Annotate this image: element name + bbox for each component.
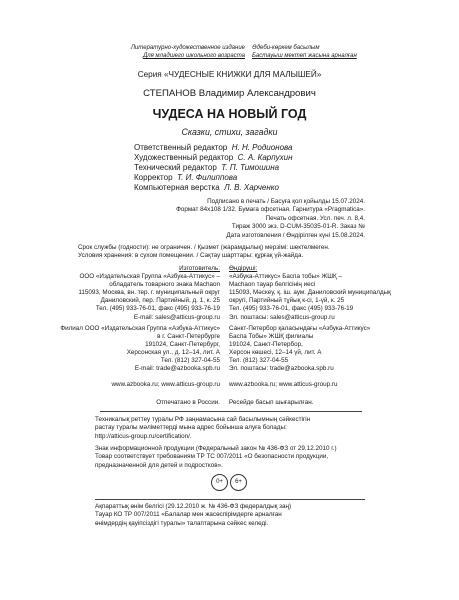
audience-kz: Бастауыш мектеп жасына арналған — [252, 53, 357, 59]
credit-row: Технический редактор Т. П. Тимошина — [134, 163, 280, 172]
printed-kz: Ресейде басып шығарылған. — [229, 399, 314, 406]
audience-ru: Для младшего школьного возраста — [143, 53, 245, 59]
tech-regulation: Техникалық реттеу туралы РФ заңнамасына сай басылымның сәйкестігін растау туралы мәліметтерді мына адрес бойынша алуға болады: http://atticus-group.ru/certification/. — [95, 416, 311, 440]
age-mark-6-plus: 6+ — [230, 474, 247, 491]
book-title: ЧУДЕСА НА НОВЫЙ ГОД — [152, 107, 307, 121]
header-kz — [252, 44, 402, 60]
printed-ru: Отпечатано в России. — [156, 399, 220, 406]
print-info: Подписано в печать / Басуға қол қойылды 15.07.2024. Формат 84x108 1/32. Бумага офсетная. Гарнитура «Pragmatica». Печать офсетная. Усл. печ. л. 8,4. Тираж 3000 экз. D-CUM-35035-01-R. Заказ № Дата изготовления / Өндірілген күні 15.08.2024. — [176, 198, 365, 239]
footer-kz: Ақпараттық өнім белгісі (29.12.2010 ж. № 436-ФЗ федералдық заң) Тауар КО ТР 007/2011 «Балалар мен жасөспірімдерге арналған өнімдердің қауіпсіздігі туралы» талаптарына сәйкес келеді. — [95, 503, 292, 527]
manufacturer-ru: Изготовитель: ООО «Издательская Группа «Азбука-Аттикус» – обладатель товарного знака Machaon 115093, Москва, вн. тер. г. муниципальный округ Даниловский, пер. Партийный, д. 1, к. 25 Тел. (495) 933-76-01, факс (495) 933-76-19 E-mail: sales@atticus-group.ru — [78, 265, 220, 321]
genre-ru: Литературно-художественное издание — [130, 45, 245, 51]
genre-kz: Әдеби-көркем басылым — [252, 45, 320, 51]
series: Серия «ЧУДЕСНЫЕ КНИЖКИ ДЛЯ МАЛЫШЕЙ» — [137, 70, 322, 79]
branch-kz: Санкт-Петербор қаласындағы «Азбука-Аттикус» Баспа Тобы» ЖШҚ филиалы 191024, Санкт-Петербор, Херсон көшесі, 12–14 үй, лит. А Тел. (812) 327-04-55 Эл. поштасы: trade@azbooka.spb.ru — [229, 325, 371, 373]
manufacturer-kz: Өндіруші: «Азбука-Аттикус» Баспа тобы» ЖШҚ – Machaon тауар белгісінің иесі 115093, Мәскеу, қ. іш. аум. Даниловский муниципалдық округі, Партийный тұйық к-сі, 1-үй, к. 25 Тел. (495) 933-76-01, факс (495) 933-76-19 Эл. поштасы: sales@atticus-group.ru — [229, 265, 391, 321]
websites-kz: www.azbooka.ru; www.atticus-group.ru — [229, 381, 338, 388]
header-ru — [105, 44, 245, 60]
credits — [134, 143, 293, 193]
branch-ru: Филиал ООО «Издательская Группа «Азбука-Аттикус» в г. Санкт-Петербурге 191024, Санкт-Петербург, Херсонская ул., д. 12–14, лит. А Тел. (812) 327-04-55 E-mail: trade@azbooka.spb.ru — [60, 325, 220, 373]
subtitle: Сказки, стихи, загадки — [181, 127, 278, 137]
divider-bottom — [95, 499, 365, 500]
shelf-life: Срок службы (годности): не ограничен. / Қызмет (жарамдылық) мерзімі: шектелмеген. Условия хранения: в сухом помещении. / Сақтау шарттары: құрғақ үй-жайда. — [78, 244, 330, 260]
websites-ru: www.azbooka.ru; www.atticus-group.ru — [111, 381, 220, 388]
info-mark: Знак информационной продукции (Федеральный закон № 436-ФЗ от 29.12.2010 г.) Товар соответствует требованиям ТР ТС 007/2011 «О безопасности продукции, предназначенной для детей и подростков». — [95, 445, 337, 469]
credit-row: Художественный редактор С. А. Карпухин — [134, 153, 293, 162]
author: СТЕПАНОВ Владимир Александрович — [143, 88, 316, 99]
age-mark-0-plus: 0+ — [211, 474, 228, 491]
credit-row: Ответственный редактор Н. Н. Родионова — [134, 143, 293, 152]
divider — [100, 411, 362, 412]
credit-row: Компьютерная верстка Л. В. Харченко — [134, 183, 279, 192]
credit-row: Корректор Т. И. Филиппова — [134, 173, 238, 182]
